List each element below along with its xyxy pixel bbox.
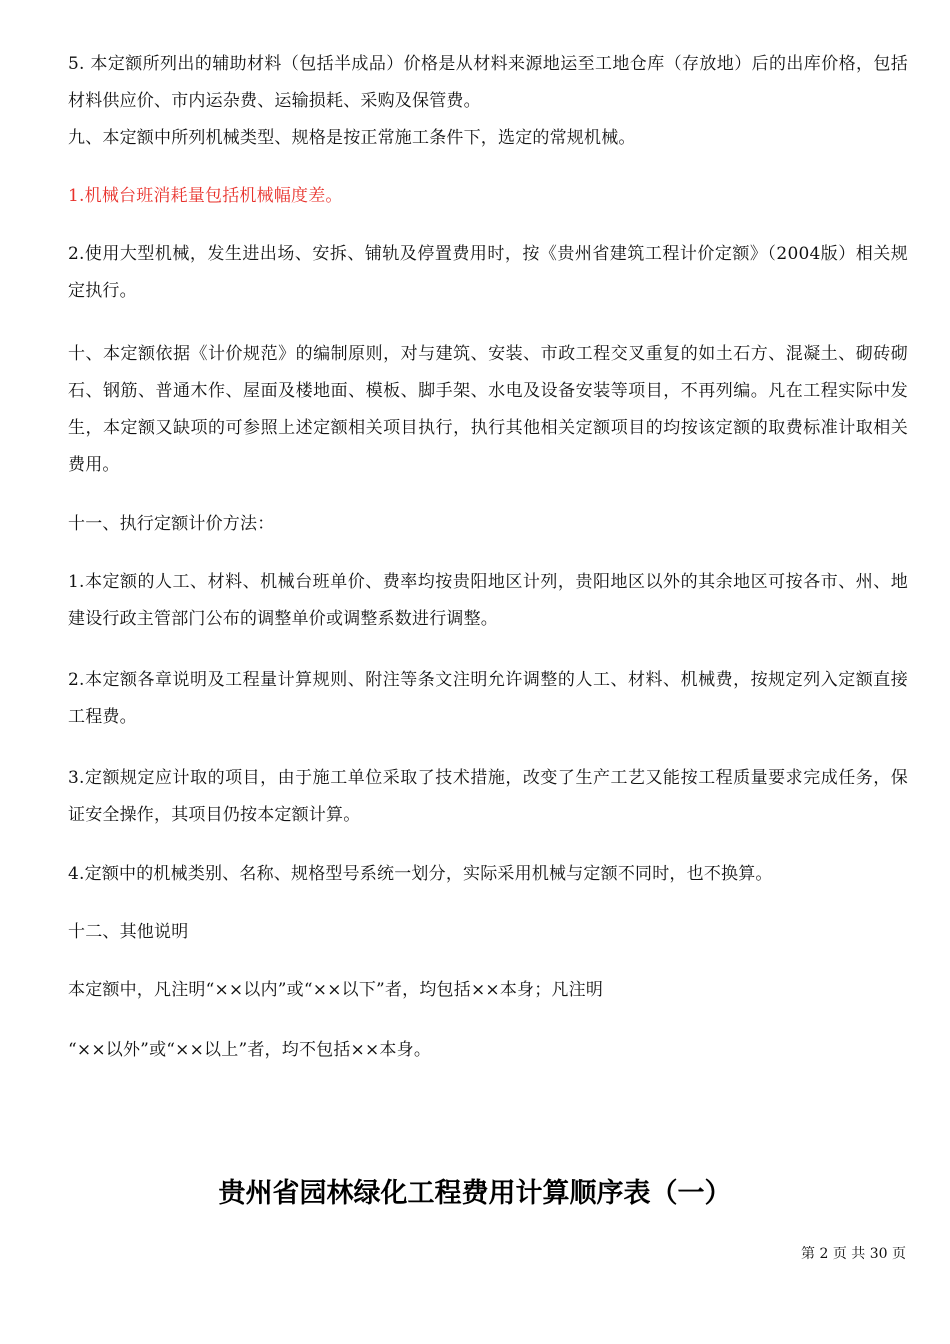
paragraph-other-notes-1: 本定额中，凡注明“××以内”或“××以下”者，均包括××本身；凡注明 [68,980,604,1000]
page-number: 第 2 页 共 30 页 [801,1246,906,1262]
paragraph-material-price: 5. 本定额所列出的辅助材料（包括半成品）价格是从材料来源地运至工地仓库（存放地）后的出库价格，包括材料供应价、市内运杂费、运输损耗、采购及保管费。 [68,54,908,111]
table-title: 贵州省园林绿化工程费用计算顺序表（一） [218,1178,732,1209]
paragraph-section-11: 十一、执行定额计价方法： [68,514,275,534]
paragraph-machine-category: 4.定额中的机械类别、名称、规格型号系统一划分，实际采用机械与定额不同时，也不换算。 [68,864,773,884]
paragraph-technical-measures: 3.定额规定应计取的项目，由于施工单位采取了技术措施，改变了生产工艺又能按工程质量要求完成任务，保证安全操作，其项目仍按本定额计算。 [68,768,908,825]
paragraph-other-notes-2: “××以外”或“××以上”者，均不包括××本身。 [68,1040,432,1060]
paragraph-large-machinery: 2.使用大型机械，发生进出场、安拆、铺轨及停置费用时，按《贵州省建筑工程计价定额》（2004版）相关规定执行。 [68,244,908,301]
paragraph-section-10: 十、本定额依据《计价规范》的编制原则，对与建筑、安装、市政工程交叉重复的如土石方、混凝土、砌砖砌石、钢筋、普通木作、屋面及楼地面、模板、脚手架、水电及设备安装等项目，不再列编。凡在工程实际中发生，本定额又缺项的可参照上述定额相关项目执行，执行其他相关定额项目的均按该定额的取费标准计取相关费用。 [68,344,908,475]
paragraph-section-12: 十二、其他说明 [68,922,189,942]
paragraph-adjustment: 2.本定额各章说明及工程量计算规则、附注等条文注明允许调整的人工、材料、机械费，按规定列入定额直接工程费。 [68,670,908,727]
paragraph-machine-amplitude: 1.机械台班消耗量包括机械幅度差。 [68,186,343,206]
paragraph-unit-price: 1.本定额的人工、材料、机械台班单价、费率均按贵阳地区计列，贵阳地区以外的其余地区可按各市、州、地建设行政主管部门公布的调整单价或调整系数进行调整。 [68,572,908,629]
paragraph-section-9: 九、本定额中所列机械类型、规格是按正常施工条件下，选定的常规机械。 [68,128,636,148]
